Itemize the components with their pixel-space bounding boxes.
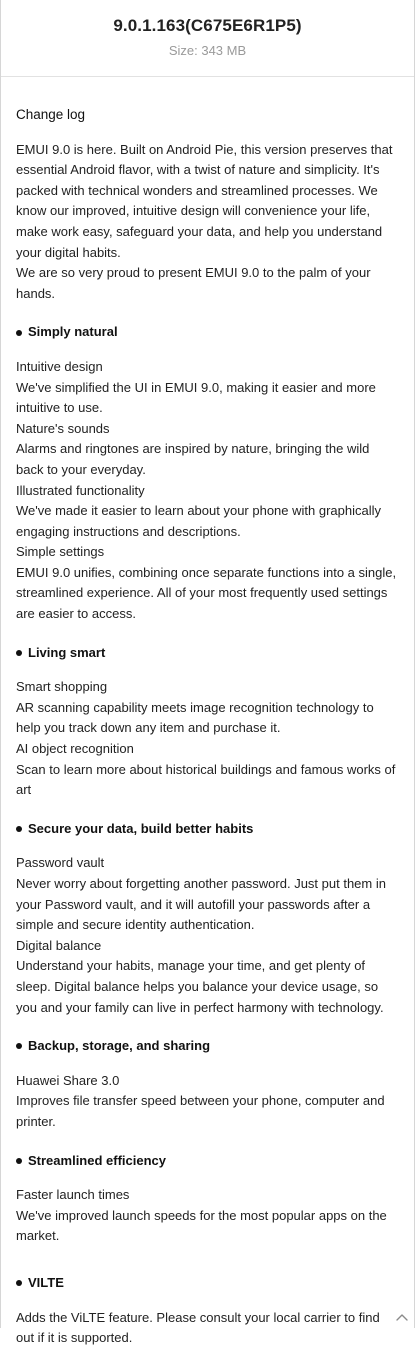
section-living-smart <box>16 643 399 801</box>
section-heading <box>16 1273 399 1294</box>
section-body <box>16 1185 399 1247</box>
section-simply-natural <box>16 322 399 624</box>
section-heading-label: Secure your data, build better habits <box>28 820 254 836</box>
bullet-icon <box>16 1280 22 1286</box>
feature-title: Nature's sounds <box>16 420 110 436</box>
feature-description: We've improved launch speeds for the most popular apps on the market. <box>16 1207 387 1244</box>
changelog-title: Change log <box>16 107 86 122</box>
feature-title: Illustrated functionality <box>16 482 145 498</box>
section-heading-label: Living smart <box>28 644 106 660</box>
feature-description: We've simplified the UI in EMUI 9.0, making it easier and more intuitive to use. <box>16 379 376 416</box>
section-vilte <box>16 1273 399 1349</box>
left-edge-line <box>0 0 1 1328</box>
section-heading-label: Streamlined efficiency <box>28 1152 166 1168</box>
intro-paragraph: EMUI 9.0 is here. Built on Android Pie, this version preserves that essential Android flavor, with a twist of nature and simplicity. It's packed with technical wonders and streamlined processes. We know our improved, intuitive design will convenience your life, make work easy, safeguard your data, and help you understand your digital habits. <box>16 141 393 260</box>
intro-paragraph: We are so very proud to present EMUI 9.0 to the palm of your hands. <box>16 265 371 301</box>
feature-title: AI object recognition <box>16 741 134 757</box>
feature-description: Never worry about forgetting another password. Just put them in your Password vault, and it will autofill your passwords after a simple and secure identity authentication. <box>16 876 386 933</box>
section-heading-label: Simply natural <box>28 324 118 340</box>
section-secure-your-data <box>16 819 399 1018</box>
section-heading <box>16 1151 399 1172</box>
feature-title: Digital balance <box>16 937 102 953</box>
section-body <box>16 1071 399 1133</box>
changelog-intro <box>16 140 399 305</box>
section-heading <box>16 1036 399 1057</box>
bullet-icon <box>16 1043 22 1049</box>
bullet-icon <box>16 826 22 832</box>
feature-description: We've made it easier to learn about your phone with graphically engaging instructions and descriptions. <box>16 503 382 539</box>
feature-title: Simple settings <box>16 544 105 560</box>
bullet-icon <box>16 1158 22 1164</box>
feature-title: Smart shopping <box>16 679 108 695</box>
changelog-content[interactable] <box>0 105 415 1349</box>
section-backup-storage-sharing <box>16 1036 399 1132</box>
section-body <box>16 853 399 1018</box>
update-size: Size: 343 MB <box>168 43 247 58</box>
bullet-icon <box>16 330 22 336</box>
feature-description: Adds the ViLTE feature. Please consult your local carrier to find out if it is supported. <box>16 1309 380 1346</box>
feature-title: Intuitive design <box>16 358 103 374</box>
feature-description: Scan to learn more about historical buildings and famous works of art <box>16 761 396 798</box>
section-heading <box>16 819 399 840</box>
section-body <box>16 357 399 625</box>
section-body <box>16 677 399 801</box>
feature-title: Faster launch times <box>16 1187 130 1203</box>
feature-description: Understand your habits, manage your time, and get plenty of sleep. Digital balance helps you balance your device usage, so you and your family can live in perfect harmony with technology. <box>16 958 384 1015</box>
section-heading-label: VILTE <box>28 1274 64 1290</box>
feature-description: EMUI 9.0 unifies, combining once separate functions into a single, streamlined experience. All of your most frequently used settings are easier to access. <box>16 564 397 622</box>
update-header <box>0 0 415 76</box>
version-title: 9.0.1.163(C675E6R1P5) <box>113 16 302 35</box>
section-streamlined-efficiency <box>16 1151 399 1247</box>
bullet-icon <box>16 650 22 656</box>
section-body <box>16 1308 399 1349</box>
feature-description: Improves file transfer speed between your phone, computer and printer. <box>16 1093 385 1129</box>
section-heading-label: Backup, storage, and sharing <box>28 1038 211 1054</box>
section-heading <box>16 643 399 664</box>
feature-description: Alarms and ringtones are inspired by nature, bringing the wild back to your everyday. <box>16 441 370 477</box>
feature-description: AR scanning capability meets image recognition technology to help you track down any item and purchase it. <box>16 699 374 736</box>
feature-title: Password vault <box>16 855 105 871</box>
section-heading <box>16 322 399 343</box>
feature-title: Huawei Share 3.0 <box>16 1072 120 1088</box>
header-divider <box>0 76 415 77</box>
chevron-up-icon[interactable] <box>395 1310 409 1324</box>
